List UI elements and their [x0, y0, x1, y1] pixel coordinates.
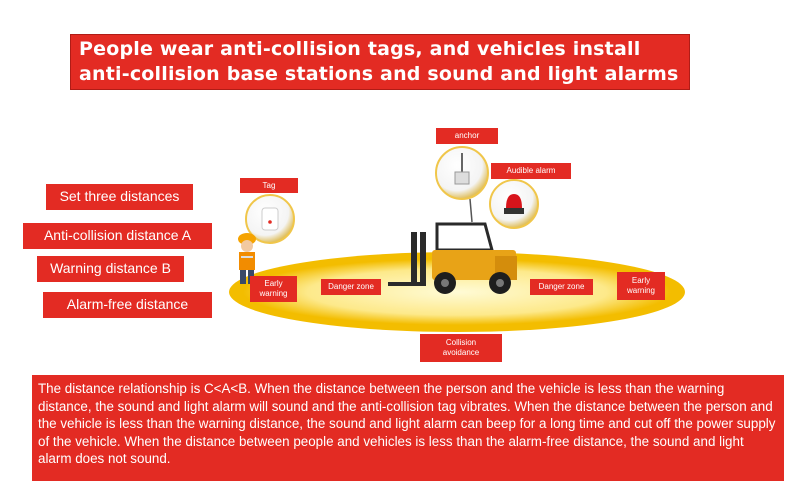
collision-line2: avoidance — [442, 348, 480, 357]
early-warning-left-line1: Early — [264, 279, 283, 288]
tag-label: Tag — [240, 178, 298, 193]
early-warning-right-line1: Early — [631, 276, 651, 285]
early-warning-left-label — [250, 276, 297, 302]
anti-collision-distance-label: Anti-collision distance A — [23, 223, 212, 249]
anchor-label: anchor — [436, 128, 498, 144]
warning-distance-label: Warning distance B — [37, 256, 184, 282]
early-warning-right-label — [617, 272, 665, 300]
danger-zone-right-label: Danger zone — [530, 279, 593, 295]
title-line-2: anti-collision base stations and sound and light alarms — [79, 63, 679, 85]
alarm-free-distance-label: Alarm-free distance — [43, 292, 212, 318]
early-warning-right-line2: warning — [626, 286, 655, 295]
description-text: The distance relationship is C<A<B. When the distance between the person and the vehicle is less than the warning distance, the sound and light alarm will sound and the anti-collision tag vibrates. When the distance between the person and the vehicle is less than the warning distance, the sound and light alarm can beep for a long time and cut off the power supply of the vehicle. When the distance between people and vehicles is less than the alarm-free distance, the sound and light alarm does not sound. — [32, 375, 784, 481]
collision-line1: Collision — [445, 338, 477, 347]
danger-zone-left-label: Danger zone — [321, 279, 381, 295]
set-three-distances-label: Set three distances — [46, 184, 193, 210]
early-warning-left-line2: warning — [259, 289, 288, 298]
audible-alarm-label: Audible alarm — [491, 163, 571, 179]
anchor-antenna-icon — [436, 147, 488, 222]
title-line-1: People wear anti-collision tags, and vehicles install — [79, 38, 641, 60]
collision-avoidance-label — [420, 334, 502, 362]
alarm-light-icon — [490, 180, 538, 228]
